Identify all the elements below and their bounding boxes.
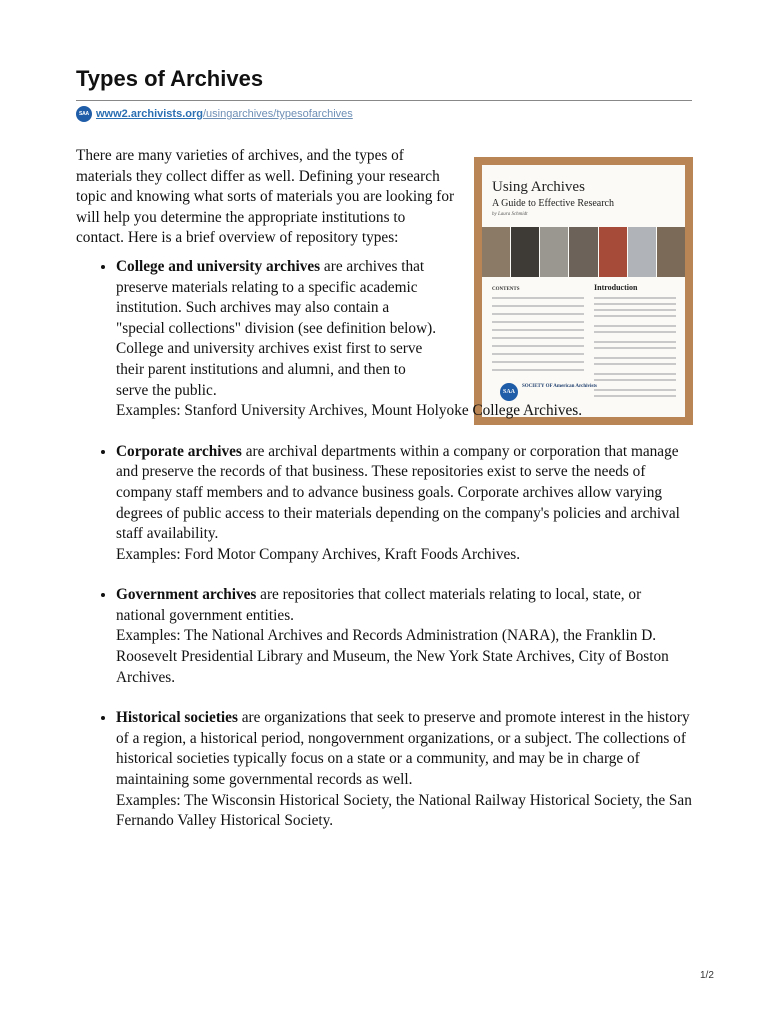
source-domain[interactable]: www2.archivists.org — [96, 108, 203, 120]
type-description: are archival departments within a company or corporation that manage and preserve the records of that business. These repositories exist to serve the needs of company staff members and to advance business goals. Corporate archives allow varying degrees of public access to their materials depending on the company's policies and archival staff availability. — [116, 442, 680, 543]
type-description: are archives that preserve materials relating to a specific academic institution. Such archives may also contain a "special collections" division (see definition below). College and university archives exist first to serve their parent institutions and alumni, and then to serve the public. — [116, 257, 437, 399]
saa-logo-icon: SAA — [76, 106, 92, 122]
cover-subtitle: A Guide to Effective Research — [492, 198, 614, 209]
list-item — [116, 442, 692, 566]
page-title: Types of Archives — [76, 66, 264, 91]
cover-toc-heading: CONTENTS — [492, 287, 520, 292]
article-body — [76, 146, 692, 852]
source-link[interactable] — [76, 106, 353, 122]
archive-types-list — [76, 257, 692, 832]
type-examples: Examples: Stanford University Archives, Mount Holyoke College Archives. — [116, 402, 583, 420]
type-term: College and university archives — [116, 257, 321, 275]
type-description: are organizations that seek to preserve and promote interest in the history of a region, a historical period, nongovernment organizations, or a subject. The collections of historical societies typically focus on a state or a community, and may be in charge of maintaining some governmental records as well. — [116, 709, 690, 789]
type-examples: Examples: The Wisconsin Historical Society, the National Railway Historical Society, the San Fernando Valley Historical Society. — [116, 791, 692, 830]
intro-paragraph: There are many varieties of archives, and the types of materials they collect differ as well. Defining your research topic and knowing what sorts of materials you are looking for will help you determine the appropriate institutions to contact. Here is a brief overview of repository types: — [76, 147, 455, 247]
cover-title: Using Archives — [492, 179, 585, 195]
type-term: Historical societies — [116, 709, 238, 727]
list-item — [116, 708, 692, 832]
cover-saa-badge: SAA — [500, 383, 518, 401]
page-number: 1/2 — [700, 970, 714, 981]
type-term: Corporate archives — [116, 442, 242, 460]
cover-intro-heading: Introduction — [594, 283, 638, 292]
type-term: Government archives — [116, 586, 257, 604]
cover-society-name: SOCIETY OF American Archivists — [522, 384, 597, 389]
list-item — [116, 585, 692, 688]
title-divider — [76, 100, 692, 101]
type-examples: Examples: Ford Motor Company Archives, Kraft Foods Archives. — [116, 545, 521, 563]
type-examples: Examples: The National Archives and Records Administration (NARA), the Franklin D. Roosevelt Presidential Library and Museum, the New York State Archives, City of Boston Archives. — [116, 627, 669, 686]
type-description: are repositories that collect materials relating to local, state, or national government entities. — [116, 586, 642, 624]
source-path[interactable]: /usingarchives/typesofarchives — [202, 108, 353, 120]
cover-author: by Laura Schmidt — [492, 212, 528, 217]
